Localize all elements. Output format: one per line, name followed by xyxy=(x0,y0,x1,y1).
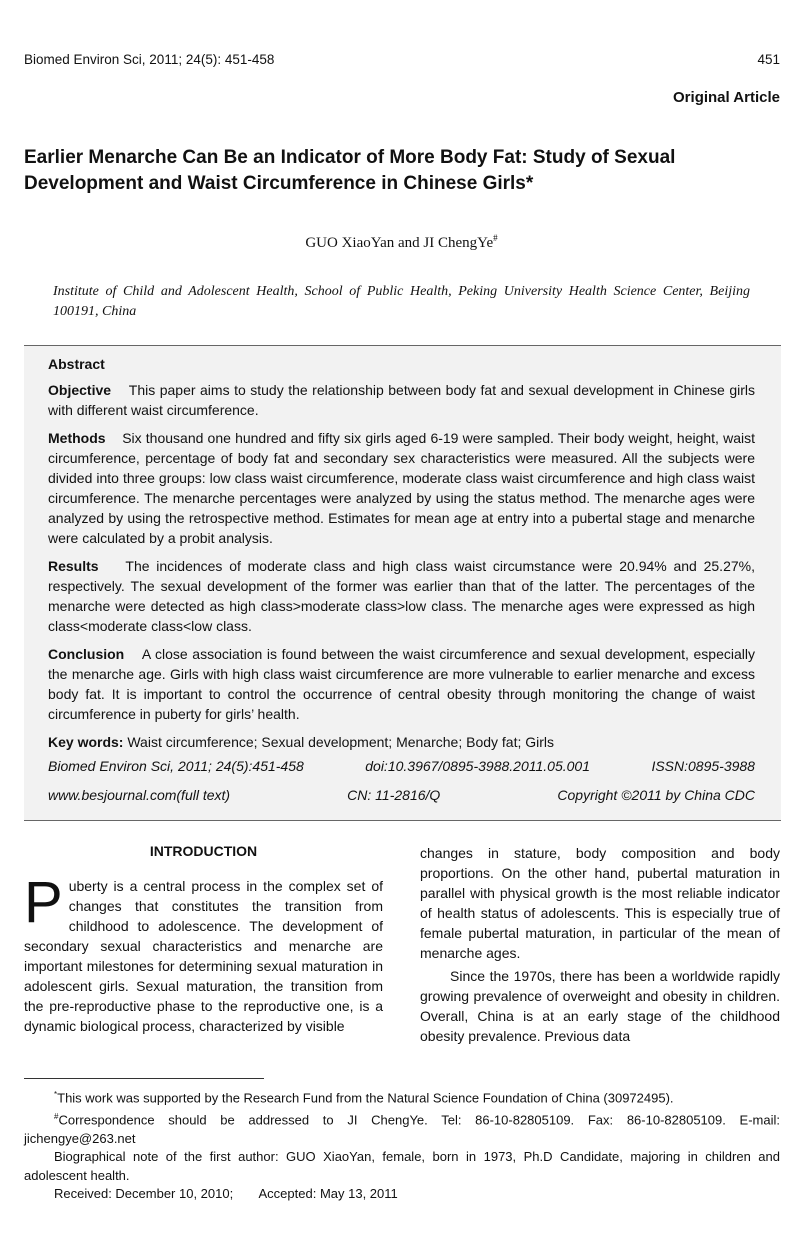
website-link[interactable]: www.besjournal.com(full text) xyxy=(48,787,231,803)
issn: ISSN:0895-3988 xyxy=(651,758,755,774)
received-date: Received: December 10, 2010; xyxy=(54,1186,234,1202)
keywords-text: Waist circumference; Sexual development; Menarche; Body fat; Girls xyxy=(127,734,555,750)
funding-text: This work was supported by the Research Fund from the Natural Science Foundation of China (30972495). xyxy=(57,1090,674,1106)
author-correspondence-mark: # xyxy=(493,233,498,243)
affiliation: Institute of Child and Adolescent Health, School of Public Health, Peking University Health Science Center, Beijing 100191, China xyxy=(53,284,750,319)
intro-p1-continued: changes in stature, body composition and body proportions. On the other hand, pubertal maturation in parallel with physical growth is the most reliable indicator of health status of adolescents. This is especially true of female pubertal maturation, in particular of the mean of menarche ages. xyxy=(420,845,780,961)
citation: Biomed Environ Sci, 2011; 24(5):451-458 xyxy=(48,758,304,774)
abstract-heading: Abstract xyxy=(48,356,105,372)
keywords-label: Key words: xyxy=(48,734,124,750)
citation-row xyxy=(48,756,755,776)
abstract-keywords xyxy=(48,732,755,752)
footnotes xyxy=(24,1086,780,1204)
objective-text: This paper aims to study the relationship between body fat and sexual development in Chinese girls with different waist circumference. xyxy=(48,382,755,418)
objective-label: Objective xyxy=(48,382,112,398)
correspondence-mark: # xyxy=(54,1111,59,1121)
abstract-conclusion xyxy=(48,644,755,724)
methods-text: Six thousand one hundred and fifty six girls aged 6-19 were sampled. Their body weight, height, waist circumference, percentage of body fat and secondary sex characteristics were measured. All the subjects were divided into three groups: low class waist circumference, moderate class waist circumference and high class waist circumference. The menarche percentages were analyzed by using the status method. The menarche ages were analyzed by using the retrospective method. Estimates for mean age at entry into a pubertal stage and menarche were calculated by a probit analysis. xyxy=(48,430,755,546)
abstract-box xyxy=(24,345,781,821)
results-text: The incidences of moderate class and high class waist circumstance were 20.94% and 25.27%, respectively. The sexual development of the former was earlier than that of the latter. The percentages of the menarche were detected as high class>moderate class>low class. The menarche ages were expressed as high class<moderate class<low class. xyxy=(48,558,755,634)
authors xyxy=(0,233,803,252)
drop-cap: P xyxy=(24,870,63,935)
funding-footnote xyxy=(24,1086,780,1108)
accepted-date: Accepted: May 13, 2011 xyxy=(258,1186,398,1202)
cn-number: CN: 11-2816/Q xyxy=(347,787,441,803)
footnote-divider xyxy=(24,1078,264,1079)
author-names: GUO XiaoYan and JI ChengYe xyxy=(305,235,494,251)
dates-footnote xyxy=(24,1185,780,1204)
publisher-row xyxy=(48,785,755,805)
intro-paragraph-1 xyxy=(24,870,383,1036)
right-column xyxy=(420,843,780,1046)
methods-label: Methods xyxy=(48,430,106,446)
funding-mark: * xyxy=(54,1090,58,1099)
results-label: Results xyxy=(48,558,99,574)
abstract-results xyxy=(48,556,755,636)
conclusion-label: Conclusion xyxy=(48,646,125,662)
doi[interactable]: doi:10.3967/0895-3988.2011.05.001 xyxy=(365,758,590,774)
paper-title: Earlier Menarche Can Be an Indicator of More Body Fat: Study of Sexual Development and Waist Circumference in Chinese Girls* xyxy=(24,147,676,194)
abstract-methods xyxy=(48,428,755,548)
conclusion-text: A close association is found between the waist circumference and sexual development, especially the menarche age. Girls with high class waist circumference are more vulnerable to earlier menarche and excess body fat. It is important to control the occurrence of central obesity through monitoring the change of waist circumference in puberty for girls’ health. xyxy=(48,646,755,722)
article-type: Original Article xyxy=(673,89,780,106)
intro-p1-text: uberty is a central process in the complex set of changes that constitutes the transition from childhood to adolescence. The development of secondary sexual characteristics and menarche are important milestones for determining sexual maturation in adolescent girls. Sexual maturation, the transition from the pre-reproductive phase to the reproductive one, is a dynamic biological process, characterized by visible xyxy=(24,878,383,1034)
page-number: 451 xyxy=(757,52,780,67)
journal-reference: Biomed Environ Sci, 2011; 24(5): 451-458 xyxy=(24,52,275,67)
correspondence-footnote xyxy=(24,1108,780,1148)
correspondence-text: Correspondence should be addressed to JI ChengYe. Tel: 86-10-82805109. Fax: 86-10-82805109. E-mail: jichengye@263.net xyxy=(24,1112,780,1146)
intro-paragraph-2: Since the 1970s, there has been a worldwide rapidly growing prevalence of overweight and obesity in children. Overall, China is at an early stage of the childhood obesity prevalence. Previous data xyxy=(420,968,780,1044)
copyright: Copyright ©2011 by China CDC xyxy=(557,787,755,803)
bio-footnote: Biographical note of the first author: GUO XiaoYan, female, born in 1973, Ph.D Candidate, majoring in children and adolescent health. xyxy=(24,1149,780,1183)
introduction-heading: INTRODUCTION xyxy=(149,843,258,859)
left-column xyxy=(24,843,383,1036)
abstract-objective xyxy=(48,380,755,420)
